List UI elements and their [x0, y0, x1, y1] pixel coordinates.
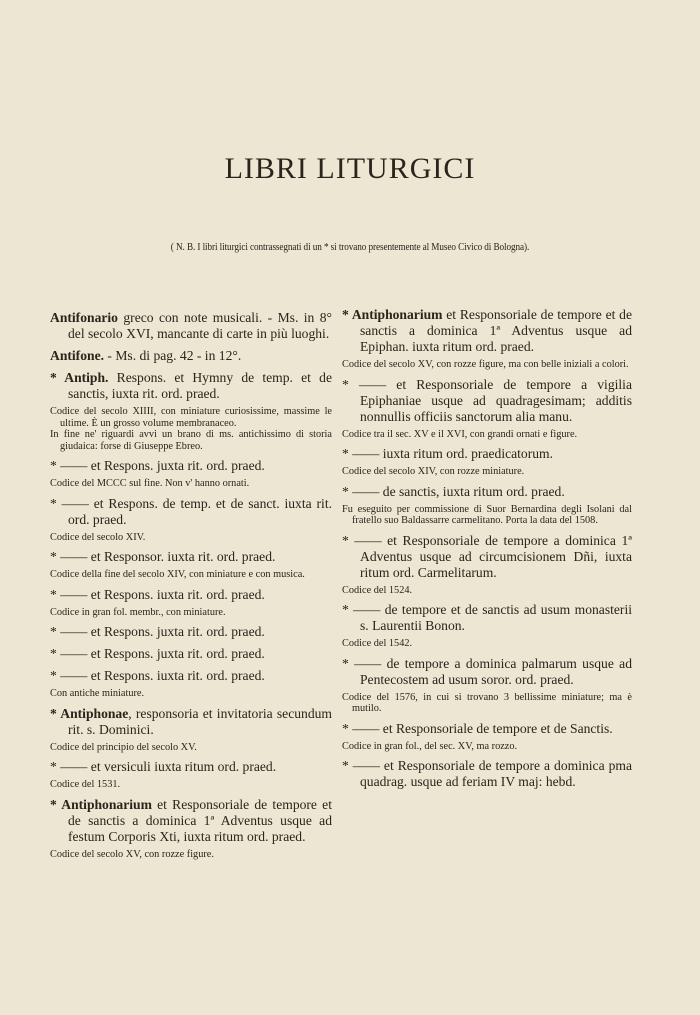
entry-title: [342, 758, 632, 790]
entry-text: et Responsoriale de tempore et de sanctis a dominica 1ª Adventus usque ad Epiphan. iuxta ritum ord. praed.: [360, 307, 632, 354]
editorial-note: ( N. B. I libri liturgici contrassegnati di un * si trovano presentemente al Museo Civico di Bologna).: [170, 242, 530, 253]
catalog-entry: [342, 446, 632, 478]
entry-description: Codice del secolo XIV, con rozze miniature.: [342, 466, 525, 477]
entry-title: [342, 307, 632, 355]
catalog-entry: [50, 624, 332, 640]
catalog-entry: [342, 307, 632, 371]
entry-description: Codice del 1542.: [342, 638, 413, 649]
entry-title: [50, 668, 332, 684]
entry-description: Codice del principio del secolo XV.: [50, 741, 197, 753]
entry-text: * —— et Responsoriale de tempore a vigilia Epiphaniae usque ad quadragesimam; additis nonnullis officiis sanctorum alia manu.: [342, 376, 632, 424]
entry-text: * —— de sanctis, iuxta ritum ord. praed.: [342, 483, 565, 499]
entry-description: Fu eseguito per commissione di Suor Bernardina degli Isolani dal fratello suo Baldassarre carmelitano. Porta la data del 1508.: [342, 503, 632, 526]
entry-lead: * Antiphonarium: [342, 307, 443, 322]
catalog-entry: [50, 646, 332, 662]
entry-title: [50, 587, 332, 603]
catalog-entry: [50, 348, 332, 364]
entry-text: greco con note musicali. - Ms. in 8° del secolo XVI, mancante di carte in più luoghi.: [68, 310, 332, 341]
entry-description: Codice in gran fol. membr., con miniature.: [50, 606, 226, 618]
entry-title: [342, 721, 632, 737]
entry-title: [50, 759, 332, 775]
entry-description: Codice del 1524.: [342, 584, 413, 596]
catalog-entry: [50, 370, 332, 452]
catalog-entry: [50, 759, 332, 791]
entry-title: [342, 446, 632, 462]
entry-lead: Antifone.: [50, 348, 104, 363]
entry-description: Codice in gran fol., del sec. XV, ma rozzo.: [342, 740, 518, 752]
entry-title: [342, 656, 632, 688]
right-column: [342, 307, 632, 796]
catalog-entry: [342, 602, 632, 650]
entry-text: - Ms. di pag. 42 - in 12°.: [104, 348, 242, 363]
entry-description: Codice della fine del secolo XIV, con miniature e con musica.: [50, 569, 305, 580]
left-column: [50, 310, 332, 866]
entry-text: * —— et Respons. juxta rit. ord. praed.: [50, 624, 265, 639]
entry-text: * —— et Responsor. iuxta rit. ord. praed.: [50, 549, 276, 564]
catalog-entry: [50, 706, 332, 754]
entry-text: , responsoria et invitatoria secundum rit. s. Dominici.: [68, 705, 332, 737]
entry-description: Con antiche miniature.: [50, 688, 145, 699]
entry-title: [50, 646, 332, 662]
entry-title: [342, 377, 632, 425]
entry-text: * —— et versiculi iuxta ritum ord. praed.: [50, 759, 277, 774]
entry-text: * —— et Respons. juxta rit. ord. praed.: [50, 646, 265, 661]
entry-lead: * Antiph.: [50, 370, 109, 385]
entry-text: et Responsoriale de tempore et de sanctis a dominica 1ª Adventus usque ad festum Corporis Xti, iuxta ritum ord. praed.: [68, 796, 332, 844]
entry-text: * —— et Responsoriale de tempore a dominica 1ª Adventus usque ad circumcisionem Dñi, iuxta ritum ord. Carmelitarum.: [342, 532, 632, 580]
entry-text: * —— et Respons. de temp. et de sanct. iuxta rit. ord. praed.: [50, 495, 332, 527]
entry-description: In fine ne' riguardi avvi un brano di ms. antichissimo di storia giudaica: forse di Giuseppe Ebreo.: [50, 429, 332, 452]
entry-description: Codice del 1576, in cui si trovano 3 bellissime miniature; ma è mutilo.: [342, 691, 632, 714]
entry-description: Codice tra il sec. XV e il XVI, con grandi ornati e figure.: [342, 428, 578, 440]
entry-description: Codice del secolo XV, con rozze figure.: [50, 848, 214, 860]
catalog-entry: [342, 721, 632, 753]
entry-title: [50, 706, 332, 738]
page-title: LIBRI LITURGICI: [224, 152, 476, 185]
catalog-entry: [50, 496, 332, 544]
catalog-entry: [342, 533, 632, 597]
entry-lead: * Antiphonae: [50, 705, 129, 721]
entry-title: [342, 533, 632, 581]
entry-text: * —— et Respons. juxta rit. ord. praed.: [50, 458, 265, 473]
entry-description: Codice del MCCC sul fine. Non v' hanno ornati.: [50, 478, 250, 489]
entry-title: [50, 458, 332, 474]
entry-title: [342, 484, 632, 500]
entry-title: [50, 624, 332, 640]
entry-text: * —— de tempore a dominica palmarum usque ad Pentecostem ad usum soror. ord. praed.: [342, 655, 632, 687]
entry-text: * —— et Respons. iuxta rit. ord. praed.: [50, 668, 265, 683]
entry-description: Codice del secolo XV, con rozze figure, ma con belle iniziali a colori.: [342, 359, 629, 370]
entry-lead: Antifonario: [50, 310, 118, 325]
catalog-entry: [50, 797, 332, 861]
entry-title: [50, 348, 332, 364]
catalog-entry: [50, 549, 332, 581]
entry-text: * —— de tempore et de sanctis ad usum monasterii s. Laurentii Bonon.: [342, 602, 632, 633]
entry-text: * —— iuxta ritum ord. praedicatorum.: [342, 446, 554, 461]
entry-description: Codice del secolo XIIII, con miniature curiosissime, massime le ultime. È un grosso volume membranaceo.: [50, 406, 332, 429]
catalog-entry: [342, 484, 632, 527]
entry-lead: * Antiphonarium: [50, 796, 152, 812]
entry-text: * —— et Responsoriale de tempore et de Sanctis.: [342, 720, 613, 736]
entry-title: [342, 602, 632, 634]
entry-title: [50, 797, 332, 845]
entry-title: [50, 370, 332, 402]
entry-title: [50, 496, 332, 528]
catalog-entry: [342, 377, 632, 441]
catalog-entry: [50, 668, 332, 700]
catalog-entry: [50, 458, 332, 490]
entry-description: Codice del secolo XIV.: [50, 531, 146, 543]
catalog-entry: [342, 656, 632, 715]
catalog-entry: [342, 758, 632, 790]
catalog-entry: [50, 587, 332, 619]
entry-text: Respons. et Hymny de temp. et de sanctis, iuxta rit. ord. praed.: [68, 370, 332, 401]
catalog-entry: [50, 310, 332, 342]
entry-description: Codice del 1531.: [50, 779, 121, 790]
entry-title: [50, 549, 332, 565]
entry-title: [50, 310, 332, 342]
entry-text: * —— et Respons. iuxta rit. ord. praed.: [50, 586, 265, 602]
entry-text: * —— et Responsoriale de tempore a dominica pma quadrag. usque ad feriam IV maj: hebd.: [342, 758, 632, 789]
